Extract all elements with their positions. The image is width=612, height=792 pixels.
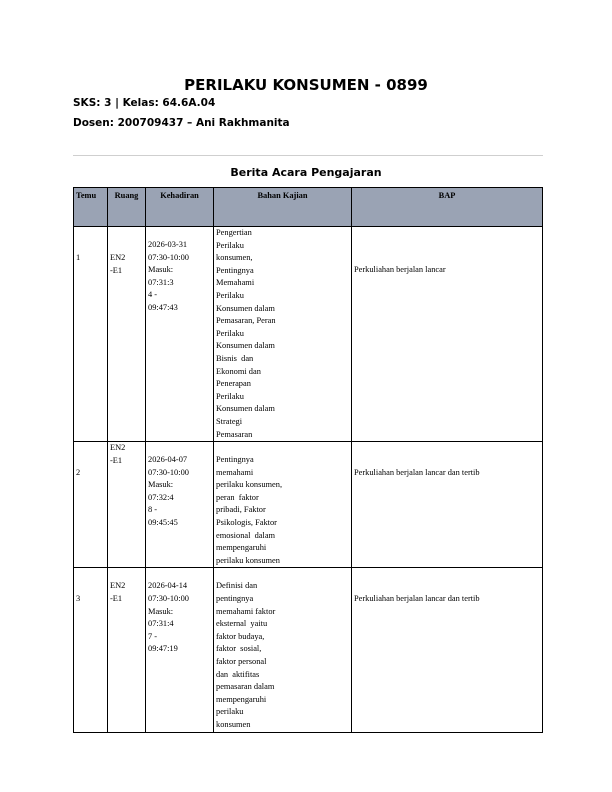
kehadiran-line: 07:31:4 (148, 619, 174, 629)
cell-kehadiran (146, 227, 214, 442)
bahan-line: faktor budaya, (216, 631, 265, 641)
cell-ruang (108, 227, 146, 442)
bahan-line: Pentingnya (216, 455, 254, 465)
course-lecturer: Dosen: 200709437 – Ani Rakhmanita (73, 117, 290, 129)
kehadiran-line: 07:31:3 (148, 277, 174, 287)
cell-ruang (108, 442, 146, 568)
column-header-bap: BAP (352, 188, 543, 227)
bahan-line: dan aktifitas (216, 669, 260, 679)
column-header-temu: Temu (74, 188, 108, 227)
kehadiran-line: 07:30-10:00 (148, 594, 189, 604)
kehadiran-line: 8 - (148, 505, 158, 515)
bahan-line: Konsumen dalam (216, 404, 275, 414)
cell-kehadiran (146, 442, 214, 568)
cell-bahan-kajian (214, 568, 352, 732)
table-row (74, 227, 543, 442)
bahan-line: perilaku konsumen (216, 555, 280, 565)
kehadiran-line: 09:47:43 (148, 302, 178, 312)
kehadiran-line: 7 - (148, 631, 158, 641)
bahan-line: emosional dalam (216, 530, 276, 540)
kehadiran-line: 07:30-10:00 (148, 252, 189, 262)
bahan-line: Pengertian (216, 228, 252, 237)
bahan-line: eksternal yaitu (216, 619, 268, 629)
bahan-line: Strategi (216, 416, 243, 426)
cell-bap (352, 442, 543, 568)
course-sks-class: SKS: 3 | Kelas: 64.6A.04 (73, 97, 216, 109)
bahan-line: Memahami (216, 278, 255, 288)
ruang-line: EN2 (110, 253, 126, 262)
table-header-row (74, 188, 543, 227)
bahan-line: Psikologis, Faktor (216, 518, 277, 528)
kehadiran-line: 09:47:19 (148, 644, 178, 654)
bahan-line: pentingnya (216, 594, 254, 604)
ruang-line: -E1 (110, 455, 123, 465)
cell-temu (74, 227, 108, 442)
kehadiran-line: 07:32:4 (148, 492, 174, 502)
bahan-line: Perilaku (216, 328, 244, 338)
cell-bahan-kajian (214, 227, 352, 442)
bahan-line: mempengaruhi (216, 543, 267, 553)
bahan-line: peran faktor (216, 492, 259, 502)
kehadiran-line: Masuk: (148, 480, 174, 490)
cell-bap (352, 227, 543, 442)
temu-value: 1 (76, 253, 81, 262)
kehadiran-line: 07:30-10:00 (148, 467, 189, 477)
cell-bap (352, 568, 543, 732)
cell-kehadiran (146, 568, 214, 732)
ruang-line: -E1 (110, 265, 123, 275)
bahan-line: faktor personal (216, 657, 267, 666)
bahan-line: Konsumen dalam (216, 341, 275, 351)
bahan-line: pemasaran dalam (216, 682, 275, 692)
kehadiran-line: 2026-04-07 (148, 455, 188, 465)
bahan-line: konsumen (216, 719, 251, 729)
table-row (74, 568, 543, 732)
bahan-line: Konsumen dalam (216, 303, 275, 313)
table-row (74, 442, 543, 568)
ruang-line: EN2 (110, 581, 126, 591)
bahan-line: faktor sosial, (216, 644, 262, 654)
bahan-line: Penerapan (216, 379, 251, 389)
bahan-line: memahami faktor (216, 606, 276, 616)
kehadiran-line: Masuk: (148, 265, 174, 275)
column-header-kehadiran: Kehadiran (146, 188, 214, 227)
divider (73, 155, 543, 156)
page-title: PERILAKU KONSUMEN - 0899 (184, 76, 428, 94)
bap-table (73, 187, 543, 733)
bap-value: Perkuliahan berjalan lancar dan tertib (354, 468, 480, 478)
ruang-line: EN2 (110, 443, 126, 453)
kehadiran-line: 2026-04-14 (148, 581, 188, 591)
temu-value: 2 (76, 468, 81, 478)
bahan-line: Perilaku (216, 290, 244, 300)
temu-value: 3 (76, 594, 81, 604)
bahan-line: Ekonomi dan (216, 366, 261, 376)
bahan-line: mempengaruhi (216, 694, 267, 704)
cell-temu (74, 568, 108, 732)
bahan-line: Pemasaran, Peran (216, 316, 276, 326)
cell-ruang (108, 568, 146, 732)
bahan-line: Perilaku (216, 391, 244, 401)
bahan-line: perilaku konsumen, (216, 480, 283, 490)
kehadiran-line: 2026-03-31 (148, 240, 188, 249)
bahan-line: Definisi dan (216, 581, 258, 591)
kehadiran-line: 09:45:45 (148, 518, 178, 528)
bahan-line: Pentingnya (216, 265, 254, 275)
ruang-line: -E1 (110, 594, 123, 604)
kehadiran-line: Masuk: (148, 606, 174, 616)
bahan-line: konsumen, (216, 253, 253, 263)
bahan-line: Pemasaran (216, 429, 253, 439)
bahan-line: perilaku (216, 707, 244, 717)
bahan-line: pribadi, Faktor (216, 505, 266, 515)
cell-bahan-kajian (214, 442, 352, 568)
column-header-ruang: Ruang (108, 188, 146, 227)
bahan-line: Bisnis dan (216, 353, 254, 363)
bahan-line: Perilaku (216, 240, 244, 250)
bahan-line: memahami (216, 467, 254, 477)
section-title: Berita Acara Pengajaran (230, 166, 382, 179)
bap-value: Perkuliahan berjalan lancar (354, 265, 446, 274)
cell-temu (74, 442, 108, 568)
bap-value: Perkuliahan berjalan lancar dan tertib (354, 594, 480, 604)
kehadiran-line: 4 - (148, 290, 158, 300)
column-header-bahan-kajian: Bahan Kajian (214, 188, 352, 227)
